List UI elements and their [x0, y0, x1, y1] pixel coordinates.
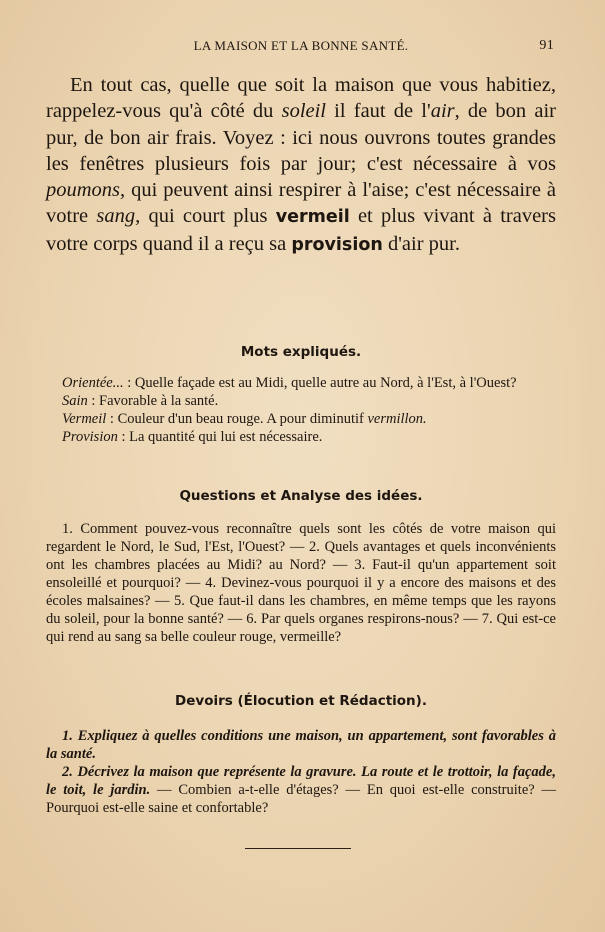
definition-term: Sain: [62, 393, 88, 409]
word-soleil: soleil: [281, 100, 327, 123]
paragraph-text: [46, 72, 556, 258]
devoirs-block: [46, 727, 556, 817]
definition-text: : Favorable à la santé.: [87, 393, 219, 409]
definition-item: [46, 392, 556, 410]
devoir-item-2-prompt: 2. Décrivez la maison que représente la gravure. La route et le trottoir, la façade, le toit, le jardin.: [46, 764, 556, 798]
definition-item: [46, 410, 556, 428]
text-run: qui peuvent ainsi respirer à l'aise; c'est nécessaire à votre: [46, 179, 556, 228]
questions-block: [46, 520, 556, 646]
main-paragraph: [46, 72, 556, 258]
page-header: [46, 38, 556, 58]
word-provision: provision: [291, 234, 383, 255]
definition-text: : La quantité qui lui est nécessaire.: [117, 429, 323, 445]
definition-item: [46, 428, 556, 446]
word-air: air: [430, 100, 455, 123]
text-run: , de bon air pur, de bon air frais. Voyez : ici nous ouvrons toutes grandes les fenêtres plusieurs fois par jour; c'est nécessaire à vos: [46, 100, 556, 175]
end-rule: [245, 848, 351, 849]
devoir-item-2-questions: — Combien a-t-elle d'étages? — En quoi est-elle construite? — Pourquoi est-elle saine et confortable?: [46, 782, 557, 816]
word-poumons: poumons,: [46, 179, 126, 202]
questions-text: 1. Comment pouvez-vous reconnaître quels sont les côtés de votre maison qui regardent le Nord, le Sud, l'Est, l'Ouest? — 2. Quels avantages et quels inconvénients ont les chambres placées au Midi? au Nord? — 3. Faut-il qu'un appartement soit ensoleillé et pourquoi? — 4. Devinez-vous pourquoi il y a encore des maisons et des écoles malsaines? — 5. Que faut-il dans les chambres, en même temps que les rayons du soleil, pour la bonne santé? — 6. Par quels organes respirons-nous? — 7. Qui est-ce qui rend au sang sa belle couleur rouge, vermeille?: [46, 521, 556, 645]
definition-extra: vermillon.: [367, 411, 427, 427]
definition-text: : Couleur d'un beau rouge. A pour diminutif: [106, 411, 368, 427]
text-run: qui court plus: [140, 205, 276, 228]
devoirs-heading: Devoirs (Élocution et Rédaction).: [175, 693, 427, 709]
page-number: 91: [539, 38, 554, 53]
definitions-list: [46, 374, 556, 446]
definition-text: : Quelle façade est au Midi, quelle autre au Nord, à l'Est, à l'Ouest?: [123, 375, 517, 391]
devoir-item-2: [46, 763, 556, 817]
definition-term: Provision: [62, 429, 118, 445]
text-run: il faut de l': [326, 100, 431, 123]
running-title: LA MAISON ET LA BONNE SANTÉ.: [193, 38, 409, 53]
questions-heading: Questions et Analyse des idées.: [179, 488, 423, 504]
text-run: En tout cas, quelle que soit la maison que vous habitiez, rappelez-vous qu'à côté du: [46, 74, 556, 123]
text-run: d'air pur.: [382, 232, 460, 255]
word-vermeil: vermeil: [275, 207, 350, 228]
devoir-item-1: 1. Expliquez à quelles conditions une maison, un appartement, sont favorables à la santé.: [46, 728, 556, 762]
word-sang: sang,: [96, 205, 141, 228]
definition-item: [46, 374, 556, 392]
text-run: et plus vivant à travers votre corps quand il a reçu sa: [46, 205, 556, 255]
mots-heading: Mots expliqués.: [240, 344, 362, 360]
definition-term: Vermeil: [62, 411, 107, 427]
definition-term: Orientée...: [62, 375, 124, 391]
